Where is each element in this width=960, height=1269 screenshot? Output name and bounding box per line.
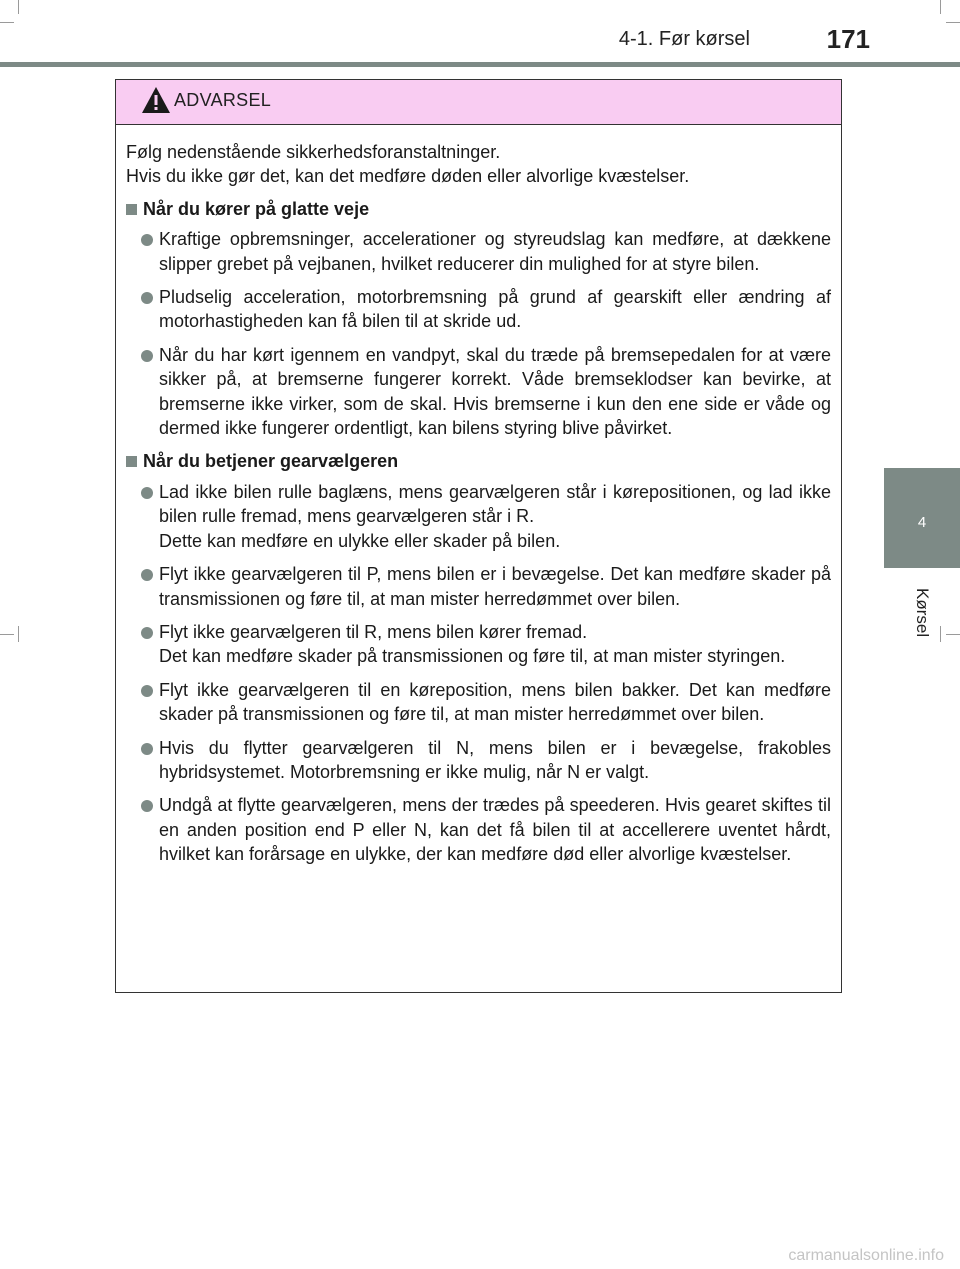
bullet-item: [126, 480, 831, 553]
page-number: 171: [826, 24, 870, 54]
section-heading: [126, 197, 831, 221]
header-rule: [0, 62, 960, 67]
bullet-text: Det kan medføre skader på transmissionen og føre til, at man mister styringen.: [159, 646, 786, 667]
round-bullet-icon: [141, 487, 153, 499]
bullet-item: [126, 227, 831, 276]
bullet-item: [126, 678, 831, 727]
round-bullet-icon: [141, 800, 153, 812]
chapter-number: 4: [917, 514, 927, 531]
bullet-item: [126, 562, 831, 611]
chapter-tab: [884, 468, 960, 568]
bullet-item: [126, 285, 831, 334]
bullet-text: Lad ikke bilen rulle baglæns, mens gearvælgeren står i kørepositionen, og lad ikke bilen rulle fremad, mens gearvælgeren står i R.: [159, 481, 831, 527]
warning-header: [116, 80, 841, 125]
chapter-label: [890, 578, 954, 648]
crop-mark: [0, 22, 14, 23]
section-heading-text: Når du kører på glatte veje: [143, 198, 370, 219]
bullet-text: Flyt ikke gearvælgeren til en køreposition, mens bilen bakker. Det kan medføre skader på transmissionen og føre til, at man mister herredømmet over bilen.: [159, 679, 831, 725]
crop-mark: [0, 634, 14, 635]
bullet-item: [126, 736, 831, 785]
bullet-text: Når du har kørt igennem en vandpyt, skal du træde på bremsepedalen for at være sikker på, at bremserne fungerer korrekt. Våde bremseklodser kan bevirke, at bremserne ikke virker, som de skal. Hvis bremserne i kun den ene side er våde og dermed ikke fungerer ordentligt, kan bilens styring blive påvirket.: [159, 344, 831, 439]
warning-intro: [126, 140, 831, 189]
section-heading: [126, 449, 831, 473]
crop-mark: [18, 0, 19, 14]
bullet-item: [126, 620, 831, 669]
watermark: carmanualsonline.info: [788, 1247, 944, 1264]
bullet-text: Hvis du flytter gearvælgeren til N, mens bilen er i bevægelse, frakobles hybridsystemet. Motorbremsning er ikke mulig, når N er valgt.: [159, 737, 831, 782]
warning-body: [116, 125, 841, 867]
bullet-text: Dette kan medføre en ulykke eller skader på bilen.: [159, 530, 561, 551]
section-label: 4-1. Før kørsel: [618, 28, 750, 50]
square-bullet-icon: [126, 204, 137, 215]
bullet-text: Pludselig acceleration, motorbremsning på grund af gearskift eller ændring af motorhastigheden kan få bilen til at skride ud.: [159, 287, 831, 332]
round-bullet-icon: [141, 743, 153, 755]
warning-title: ADVARSEL: [174, 90, 272, 110]
crop-mark: [18, 626, 19, 642]
round-bullet-icon: [141, 569, 153, 581]
intro-line: Følg nedenstående sikkerhedsforanstaltninger.: [126, 142, 501, 162]
round-bullet-icon: [141, 685, 153, 697]
round-bullet-icon: [141, 627, 153, 639]
bullet-text: Flyt ikke gearvælgeren til P, mens bilen er i bevægelse. Det kan medføre skader på transmissionen og føre til, at man mister herredømmet over bilen.: [159, 564, 831, 609]
round-bullet-icon: [141, 234, 153, 246]
square-bullet-icon: [126, 456, 137, 467]
bullet-item: [126, 343, 831, 441]
warning-triangle-icon: [141, 86, 171, 114]
bullet-text: Undgå at flytte gearvælgeren, mens der trædes på speederen. Hvis gearet skiftes til en anden position end P eller N, kan det få bilen til at accellerere uventet hårdt, hvilket kan forårsage en ulykke, der kan medføre død eller alvorlige kvæstelser.: [159, 795, 831, 865]
warning-box: [115, 79, 842, 993]
bullet-text: Flyt ikke gearvælgeren til R, mens bilen kører fremad.: [159, 621, 588, 642]
section-heading-text: Når du betjener gearvælgeren: [143, 451, 399, 472]
bullet-text: Kraftige opbremsninger, accelerationer og styreudslag kan medføre, at dækkene slipper grebet på vejbanen, hvilket reducerer din mulighed for at styre bilen.: [159, 229, 831, 274]
bullet-item: [126, 793, 831, 866]
intro-line: Hvis du ikke gør det, kan det medføre døden eller alvorlige kvæstelser.: [126, 166, 690, 187]
crop-mark: [940, 0, 941, 14]
crop-mark: [946, 22, 960, 23]
chapter-label-text: Kørsel: [913, 588, 932, 638]
round-bullet-icon: [141, 350, 153, 362]
round-bullet-icon: [141, 292, 153, 304]
